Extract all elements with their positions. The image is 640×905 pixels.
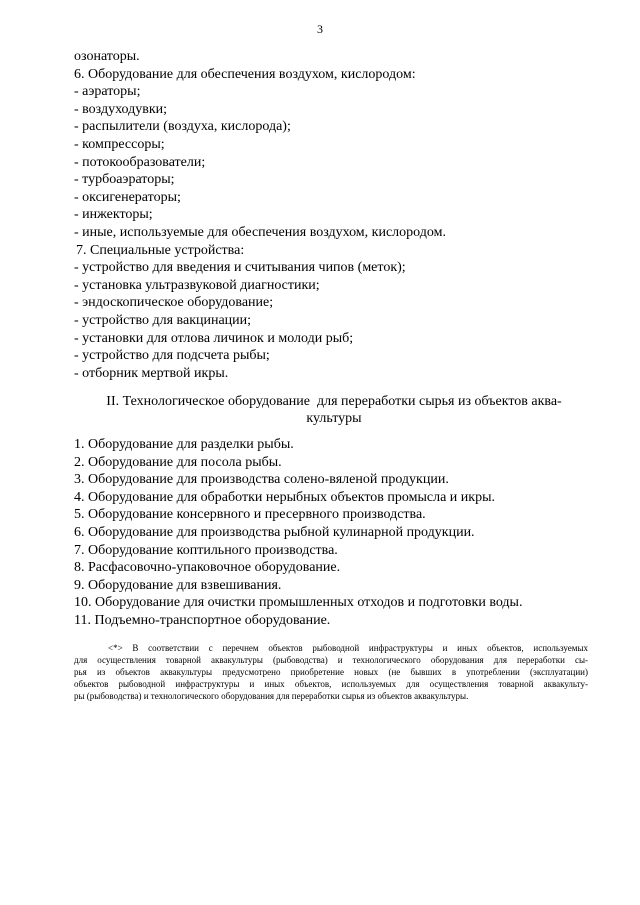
list-item: - устройство для введения и считывания чипов (меток); (74, 260, 406, 276)
list-item: - устройство для подсчета рыбы; (74, 348, 270, 364)
list-item: - инжекторы; (74, 207, 153, 223)
list-item: - иные, используемые для обеспечения воздухом, кислородом. (74, 224, 446, 240)
list-item: - турбоаэраторы; (74, 172, 175, 188)
list-item: 11. Подъемно-транспортное оборудование. (74, 612, 331, 628)
list-item: 8. Расфасовочно-упаковочное оборудование. (74, 560, 341, 576)
section-title-line: культуры (306, 411, 362, 426)
footnote-line: ры (рыбоводства) и технологического оборудования для переработки сырья из объектов аквакультуры. (74, 691, 469, 701)
list-item: - распылители (воздуха, кислорода); (74, 119, 291, 135)
list-item: 2. Оборудование для посола рыбы. (74, 454, 282, 470)
list-heading-6: 6. Оборудование для обеспечения воздухом, кислородом: (74, 66, 416, 82)
list-item: 6. Оборудование для производства рыбной кулинарной продукции. (74, 524, 475, 540)
list-item: 4. Оборудование для обработки нерыбных объектов промысла и икры. (74, 489, 495, 505)
list-item: - воздуходувки; (74, 101, 168, 117)
list-item: 7. Оборудование коптильного производства. (74, 542, 338, 558)
footnote-line: рья из объектов аквакультуры предусмотрено приобретение новых (не бывших в употреблении (эксплуатации) (74, 667, 588, 677)
list-item: - установка ультразвуковой диагностики; (74, 277, 320, 293)
section-title (74, 393, 594, 427)
list-item: - аэраторы; (74, 84, 141, 100)
footnote (74, 642, 588, 702)
footnote-line: объектов рыбоводной инфраструктуры и иных объектов, используемых для осуществления товарной аквакульту- (74, 679, 588, 689)
list-line: озонаторы. (74, 49, 140, 64)
list-item: 3. Оборудование для производства солено-вяленой продукции. (74, 472, 449, 488)
list-item: - потокообразователи; (74, 154, 206, 170)
footnote-line: для осуществления товарной аквакультуры (рыбоводства) и технологического оборудования для переработки сы- (74, 655, 588, 665)
list-item: 5. Оборудование консервного и пресервного производства. (74, 507, 426, 523)
list-item: - устройство для вакцинации; (74, 312, 252, 328)
list-item: - эндоскопическое оборудование; (74, 295, 274, 311)
list-item: 1. Оборудование для разделки рыбы. (74, 437, 294, 452)
page-number: 3 (317, 22, 323, 36)
list-item: - оксигенераторы; (74, 189, 181, 205)
processing-equipment-list (74, 436, 594, 630)
footnote-line: <*> В соответствии с перечнем объектов рыбоводной инфраструктуры и иных объектов, используемых (108, 643, 588, 653)
list-heading-7: 7. Специальные устройства: (76, 242, 245, 258)
list-item: 9. Оборудование для взвешивания. (74, 577, 282, 593)
list-item: 10. Оборудование для очистки промышленных отходов и подготовки воды. (74, 595, 523, 611)
list-item: - компрессоры; (74, 136, 165, 152)
list-item: - установки для отлова личинок и молоди рыб; (74, 330, 354, 346)
equipment-list-continued (74, 48, 594, 382)
list-item: - отборник мертвой икры. (74, 365, 229, 381)
section-title-line: II. Технологическое оборудование для переработки сырья из объектов аква- (106, 394, 562, 409)
